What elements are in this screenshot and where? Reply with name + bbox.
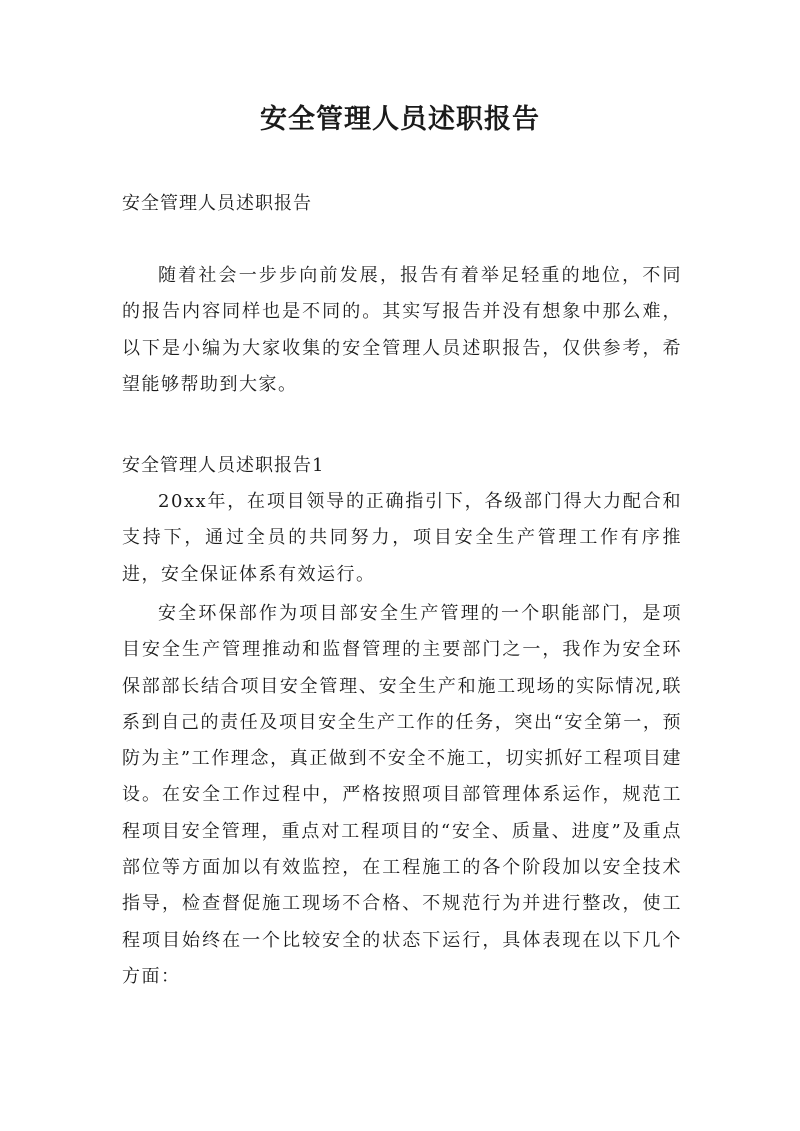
intro-paragraph: 随着社会一步步向前发展，报告有着举足轻重的地位，不同的报告内容同样也是不同的。其实写报告并没有想象中那么难，以下是小编为大家收集的安全管理人员述职报告，仅供参考，希望能够帮助到大家。 [122,265,682,395]
document-subtitle: 安全管理人员述职报告 [122,193,312,214]
document-title: 安全管理人员述职报告 [260,104,540,135]
section-1-heading: 安全管理人员述职报告1 [122,455,325,476]
section-1-paragraph-2: 安全环保部作为项目部安全生产管理的一个职能部门，是项目安全生产管理推动和监督管理的主要部门之一，我作为安全环保部部长结合项目安全管理、安全生产和施工现场的实际情况,联系到自己的责任及项目安全生产工作的任务，突出“安全第一，预防为主”工作理念，真正做到不安全不施工，切实抓好工程项目建设。在安全工作过程中，严格按照项目部管理体系运作，规范工程项目安全管理，重点对工程项目的“安全、质量、进度”及重点部位等方面加以有效监控，在工程施工的各个阶段加以安全技术指导，检查督促施工现场不合格、不规范行为并进行整改，使工程项目始终在一个比较安全的状态下运行，具体表现在以下几个方面： [122,603,682,987]
section-1-paragraph-1: 20xx年，在项目领导的正确指引下，各级部门得大力配合和支持下，通过全员的共同努力，项目安全生产管理工作有序推进，安全保证体系有效运行。 [122,491,682,585]
